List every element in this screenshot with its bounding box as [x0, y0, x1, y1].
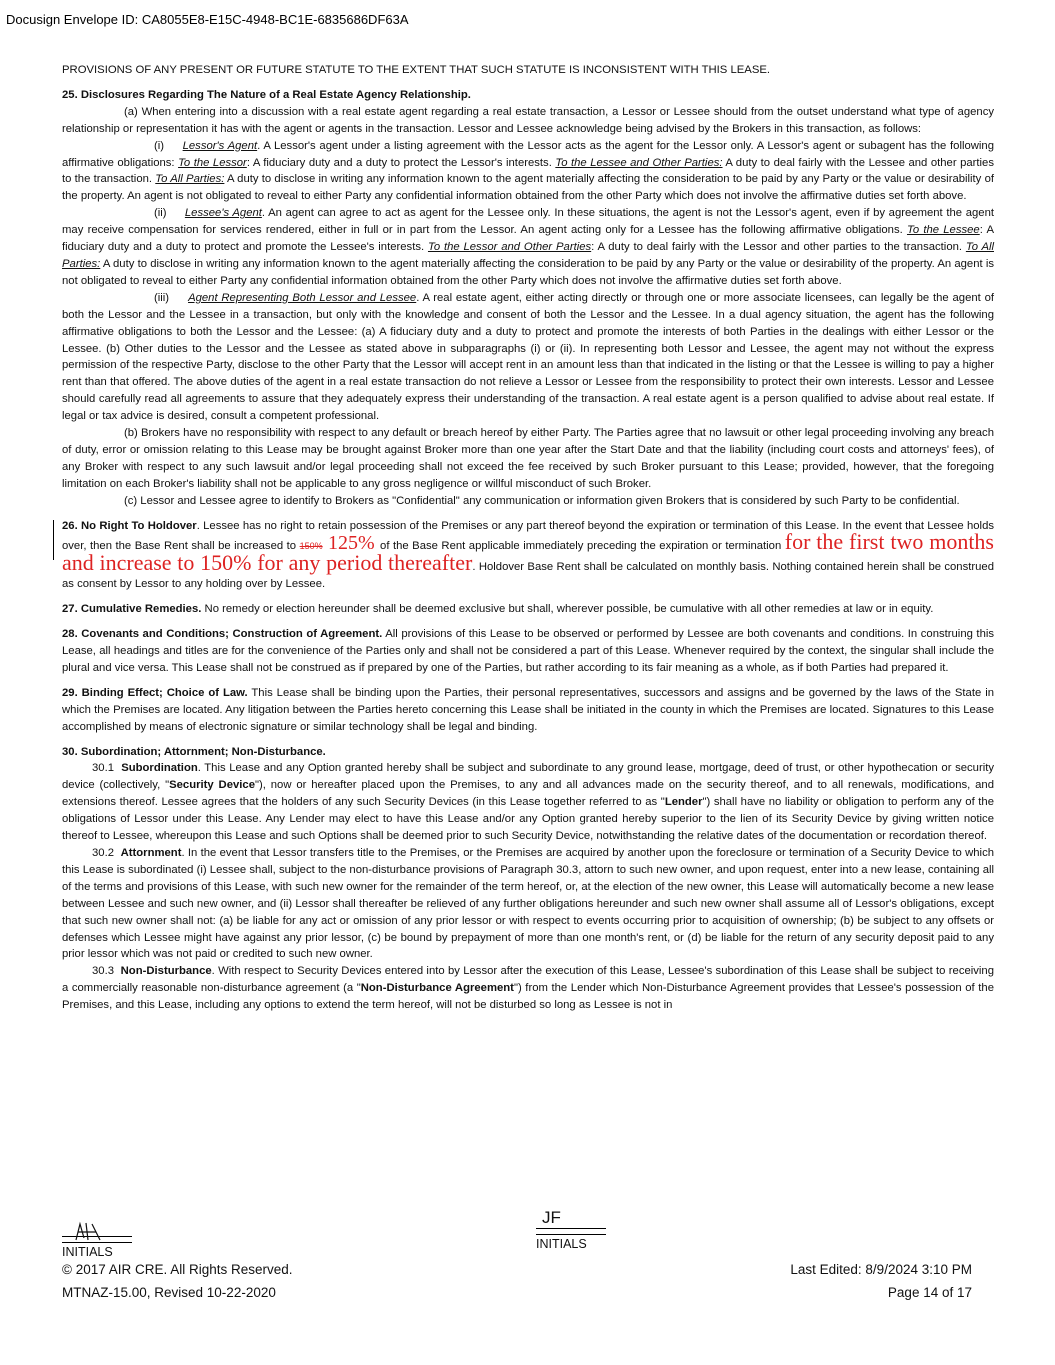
section-25-a: (a) When entering into a discussion with a real estate agent regarding a real estate transaction, a Lessor or Lessee should from the outset understand what type of agency relationship or representation it has with the agent or agents in the transaction. Lessor and Lessee acknowledge being advised by the Brokers in this transaction, as follows:: [62, 105, 994, 135]
envelope-id: Docusign Envelope ID: CA8055E8-E15C-4948-BC1E-6835686DF63A: [6, 12, 409, 27]
section-25-a-ii: (ii) Lessee's Agent. An agent can agree to act as agent for the Lessee only. In these situations, the agent is not the Lessor's agent, even if by agreement the agent may receive compensation for services rendered, either in full or in part from the Lessor. An agent acting only for a Lessee has the following affirmative obligations. To the Lessee: A fiduciary duty and a duty to protect and promote the Lessee's interests. To the Lessor and Other Parties: A duty to deal fairly with the Lessor and other parties to the transaction. To All Parties: A duty to disclose in writing any information known to the agent materially affecting the consideration to be paid by any Party or the value or desirability of the property. An agent is not obligated to reveal to either Party any confidential information obtained from the other Party which does not involve the affirmative duties set forth above.: [62, 207, 994, 287]
lessee-initials-label: INITIALS: [536, 1237, 587, 1251]
section-25-a-i: (i) Lessor's Agent. A Lessor's agent under a listing agreement with the Lessor acts as the agent for the Lessor only. A Lessor's agent or subagent has the following affirmative obligations: To the Lessor: A fiduciary duty and a duty to protect the Lessor's interests. To the Lessee and Other Parties: A duty to deal fairly with the Lessee and other parties to the transaction. To All Parties: A duty to disclose in writing any information known to the agent materially affecting the consideration to be paid by any Party or the value or desirability of the property. An agent is not obligated to reveal to either Party any confidential information obtained from the other Party which does not involve the affirmative duties set forth above.: [62, 139, 995, 203]
section-25-c: (c) Lessor and Lessee agree to identify to Brokers as "Confidential" any communication or information given Brokers that is considered by such Party to be confidential.: [124, 494, 960, 507]
lessor-initials-block: [62, 1218, 132, 1259]
section-30-3: 30.3 Non-Disturbance. With respect to Security Devices entered into by Lessor after the execution of this Lease, Lessee's subordination of this Lease shall be subject to receiving a commercially reasonable non-disturbance agreement (a "Non-Disturbance Agreement") from the Lender which Non-Disturbance Agreement provides that Lessee's possession of the Premises, and this Lease, including any options to extend the term hereof, will not be disturbed so long as Lessee is not in: [62, 965, 994, 1012]
section-27: 27. Cumulative Remedies. No remedy or election hereunder shall be deemed exclusive but shall, wherever possible, be cumulative with all other remedies at law or in equity.: [62, 603, 934, 616]
section-25-a-iii: (iii) Agent Representing Both Lessor and Lessee. A real estate agent, either acting directly or through one or more associate licensees, can legally be the agent of both the Lessor and the Lessee in a transaction, but only with the knowledge and consent of both the Lessor and the Lessee. In a dual agency situation, the agent has the following affirmative obligations to both the Lessor and the Lessee: (a) A fiduciary duty and a duty to protect and promote the interests of both Parties in the dealings with either Lessor or the Lessee. (b) Other duties to the Lessor and the Lessee as stated above in subparagraphs (i) or (ii). In representing both Lessor and Lessee, the agent may not without the express permission of the respective Party, disclose to the other Party that the Lessor will accept rent in an amount less than that indicated in the listing or that the Lessee is willing to pay a higher rent than that offered. The above duties of the agent in a real estate transaction do not relieve a Lessor or Lessee from the responsibility to protect their own interests. Lessor and Lessee should carefully read all agreements to assure that they adequately express their understanding of the transaction. A real estate agent is a person qualified to advise about real estate. If legal or tax advice is desired, consult a competent professional.: [62, 291, 995, 423]
section-30-1: 30.1 Subordination. This Lease and any Option granted hereby shall be subject and subordinate to any ground lease, mortgage, deed of trust, or other hypothecation or security device (collectively, "Security Device"), now or hereafter placed upon the Premises, to any and all advances made on the security thereof, and to all renewals, modifications, and extensions thereof. Lessee agrees that the holders of any such Security Devices (in this Lease together referred to as "Lender") shall have no liability or obligation to perform any of the obligations of Lessor under this Lease. Any Lender may elect to have this Lease and/or any Option granted hereby superior to the lien of its Security Device by giving written notice thereof to Lessee, whereupon this Lease and such Options shall be deemed prior to such Security Device, notwithstanding the relative dates of the documentation or recordation thereof.: [62, 762, 995, 843]
lease-body: [62, 62, 994, 1014]
section-26: 26. No Right To Holdover. Lessee has no right to retain possession of the Premises or any part thereof beyond the expiration or termination of this Lease. In the event that Lessee holds over, then the Base Rent shall be increased to 150% 125% of the Base Rent applicable immediately preceding the expiration or termination for the first two months and increase to 150% for any period thereafter. Holdover Base Rent shall be calculated on monthly basis. Nothing contained herein shall be construed as consent by Lessor to any holding over by Lessee.: [62, 518, 994, 594]
handwritten-initials-mark: [72, 1220, 112, 1242]
copyright: © 2017 AIR CRE. All Rights Reserved.: [62, 1262, 293, 1277]
statute-provision: PROVISIONS OF ANY PRESENT OR FUTURE STATUTE TO THE EXTENT THAT SUCH STATUTE IS INCONSISTENT WITH THIS LEASE.: [62, 64, 771, 76]
section-29: 29. Binding Effect; Choice of Law. This Lease shall be binding upon the Parties, their personal representatives, successors and assigns and be governed by the laws of the State in which the Premises are located. Any litigation between the Parties hereto concerning this Lease shall be initiated in the county in which the Premises are located. Signatures to this Lease accomplished by means of electronic signature or similar technology shall be legal and binding.: [62, 686, 994, 733]
lessor-initials-label: INITIALS: [62, 1245, 113, 1259]
lessee-initials-line: [536, 1210, 606, 1229]
inserted-clause: for the first two months and increase to 150% for any period thereafter: [62, 529, 994, 576]
page-number: Page 14 of 17: [887, 1285, 972, 1300]
footer-row-1: [62, 1262, 972, 1277]
lessee-initials-mark: JF: [542, 1208, 561, 1227]
footer-row-2: [62, 1285, 972, 1300]
section-28: 28. Covenants and Conditions; Construction of Agreement. All provisions of this Lease to be observed or performed by Lessee are both covenants and conditions. In construing this Lease, all headings and titles are for the convenience of the Parties only and shall not be considered a part of this Lease. Whenever required by the context, the singular shall include the plural and vice versa. This Lease shall not be construed as if prepared by one of the Parties, but rather according to its fair meaning as a whole, as if both Parties had prepared it.: [62, 628, 995, 674]
form-id: MTNAZ-15.00, Revised 10-22-2020: [62, 1285, 276, 1300]
section-25-heading: 25. Disclosures Regarding The Nature of a Real Estate Agency Relationship.: [62, 88, 471, 101]
section-30-heading: 30. Subordination; Attornment; Non-Disturbance.: [62, 745, 326, 758]
lessor-initials-line: [62, 1218, 132, 1237]
last-edited: Last Edited: 8/9/2024 3:10 PM: [790, 1262, 972, 1277]
revision-bar: [53, 520, 54, 560]
section-30-2: 30.2 Attornment. In the event that Lessor transfers title to the Premises, or the Premises are acquired by another upon the foreclosure or termination of a Security Device to which this Lease is subordinated (i) Lessee shall, subject to the non-disturbance provisions of Paragraph 30.3, attorn to such new owner, and upon request, enter into a new lease, containing all of the terms and provisions of this Lease, with such new owner for the remainder of the term hereof, or, at the election of the new owner, this Lease will automatically become a new lease between Lessee and such new owner, and (ii) Lessor shall thereafter be relieved of any further obligations hereunder and such new owner shall assume all of Lessor's obligations, except that such new owner shall not: (a) be liable for any act or omission of any prior lessor or with respect to events occurring prior to acquisition of ownership; (b) be subject to any offsets or defenses which Lessee might have against any prior lessor, (c) be bound by prepayment of more than one month's rent, or (d) be liable for the return of any security deposit paid to any prior lessor which was not paid or credited to such new owner.: [62, 846, 995, 961]
struck-rate: 150%: [299, 541, 323, 552]
section-25-b: (b) Brokers have no responsibility with respect to any default or breach hereof by either Party. The Parties agree that no lawsuit or other legal proceeding involving any breach of duty, error or omission relating to this Lease may be brought against Broker more than one year after the Start Date and that the liability (including court costs and attorneys' fees), of any Broker with respect to any such lawsuit and/or legal proceeding shall not exceed the fee received by such Broker pursuant to this Lease; provided, however, that the foregoing limitation on each Broker's liability shall not be applicable to any gross negligence or willful misconduct of such Broker.: [62, 427, 994, 490]
inserted-rate: 125%: [322, 532, 381, 555]
lessee-initials-block: [536, 1210, 606, 1251]
